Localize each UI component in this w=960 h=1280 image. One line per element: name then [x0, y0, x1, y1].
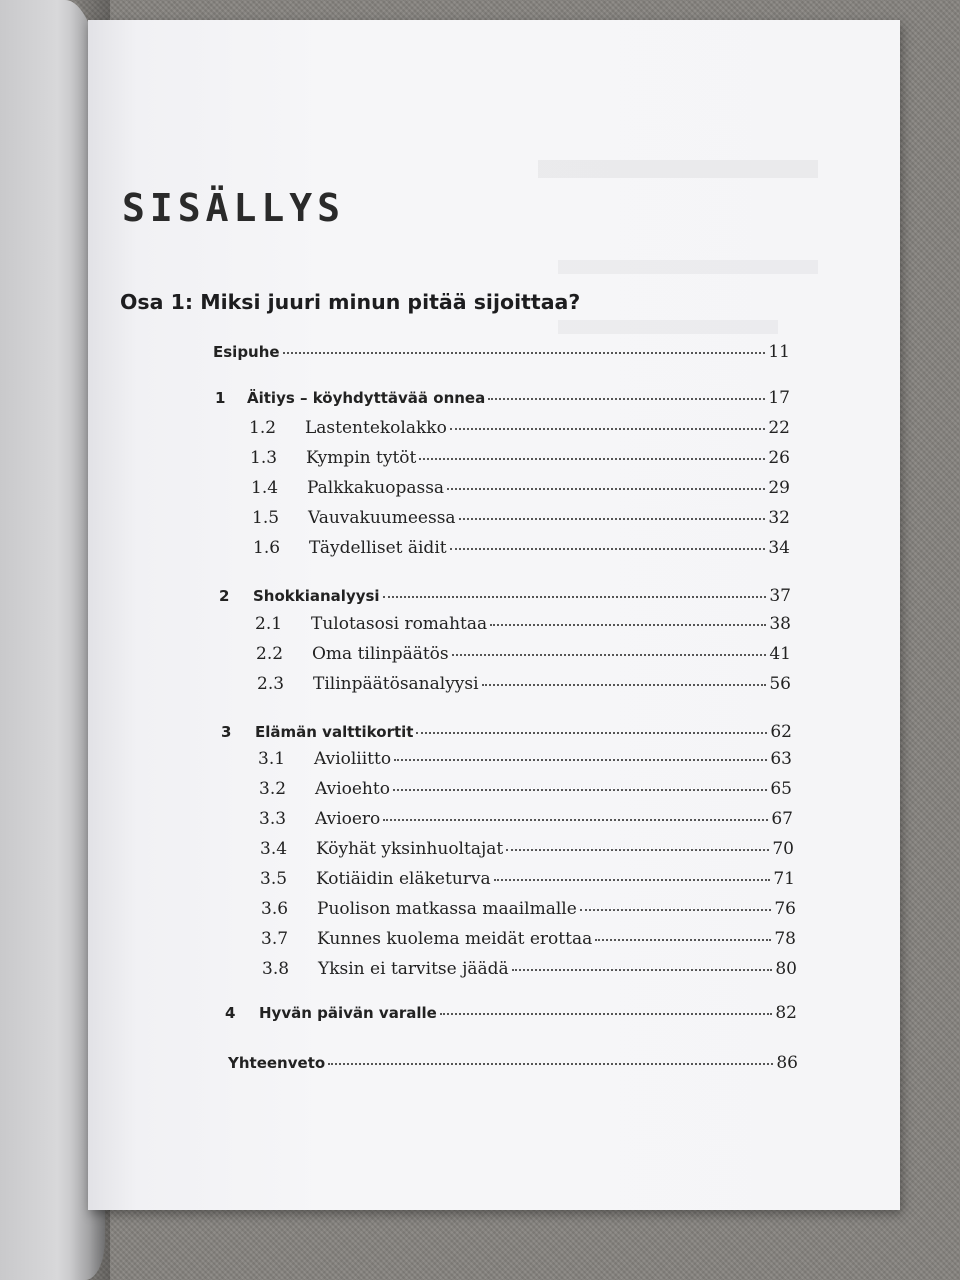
toc-entry-number: 2.2 [256, 644, 284, 664]
toc-entry [252, 508, 790, 528]
dot-leader [328, 1063, 773, 1065]
toc-entry-number: 3.4 [260, 839, 288, 859]
toc-entry-page-number: 26 [768, 448, 790, 468]
toc-entry-number: 3 [221, 723, 232, 741]
dot-leader [383, 819, 768, 821]
toc-entry-number: 2 [219, 587, 230, 605]
toc-entry [250, 448, 790, 468]
toc-entry [221, 722, 792, 742]
toc-entry-title: Kotiäidin eläketurva [316, 869, 491, 889]
toc-entry-page-number: 65 [770, 779, 792, 799]
toc-entry-number: 2.1 [255, 614, 283, 634]
toc-entry-title: Äitiys – köyhdyttävää onnea [247, 389, 486, 407]
toc-entry [261, 899, 796, 919]
dot-leader [459, 518, 766, 520]
toc-entry-page-number: 37 [769, 586, 791, 606]
toc-entry-number: 4 [225, 1004, 236, 1022]
dot-leader [452, 654, 767, 656]
toc-entry-page-number: 86 [776, 1053, 798, 1073]
toc-entry-page-number: 17 [768, 388, 790, 408]
toc-entry [228, 1053, 798, 1073]
toc-entry-page-number: 71 [773, 869, 795, 889]
toc-entry-number: 3.3 [259, 809, 287, 829]
toc-entry-number: 3.5 [260, 869, 288, 889]
toc-entry [225, 1003, 797, 1023]
toc-entry-title: Vauvakuumeessa [308, 508, 456, 528]
toc-entry [219, 586, 791, 606]
toc-entry-number: 3.1 [258, 749, 286, 769]
toc-entry-number: 3.2 [259, 779, 287, 799]
toc-entry-page-number: 29 [768, 478, 790, 498]
toc-entry-page-number: 56 [769, 674, 791, 694]
dot-leader [494, 879, 771, 881]
toc-entry-title: Shokkianalyysi [253, 587, 380, 605]
toc-entry-page-number: 38 [769, 614, 791, 634]
dot-leader [580, 909, 772, 911]
toc-entry [257, 674, 791, 694]
toc-entry-page-number: 67 [771, 809, 793, 829]
toc-entry-page-number: 63 [770, 749, 792, 769]
toc-entry-title: Lastentekolakko [305, 418, 447, 438]
dot-leader [383, 596, 767, 598]
dot-leader [506, 849, 769, 851]
toc-entry-number: 2.3 [257, 674, 285, 694]
toc-entry [259, 779, 792, 799]
toc-entry [213, 342, 790, 362]
toc-entry-page-number: 78 [774, 929, 796, 949]
dot-leader [283, 352, 766, 354]
toc-entry-title: Köyhät yksinhuoltajat [316, 839, 504, 859]
toc-entry-title: Tulotasosi romahtaa [311, 614, 488, 634]
toc-entry-number: 3.8 [262, 959, 290, 979]
toc-entry-number: 3.7 [261, 929, 289, 949]
toc-entry [251, 478, 790, 498]
toc-entry-title: Kunnes kuolema meidät erottaa [317, 929, 593, 949]
toc-entry [249, 418, 790, 438]
toc-entry-number: 1.4 [251, 478, 279, 498]
toc-entry-title: Kympin tytöt [306, 448, 417, 468]
toc-entry [260, 869, 795, 889]
toc-entry-title: Oma tilinpäätös [312, 644, 449, 664]
toc-entry-page-number: 70 [772, 839, 794, 859]
toc-entry-title: Palkkakuopassa [307, 478, 445, 498]
dot-leader [416, 732, 767, 734]
toc-entry-title: Yhteenveto [228, 1054, 326, 1072]
dot-leader [393, 789, 767, 791]
toc-entry [262, 959, 797, 979]
dot-leader [450, 548, 766, 550]
toc-entry-number: 1.5 [252, 508, 280, 528]
toc-entry [261, 929, 796, 949]
bleed-through-shading [558, 320, 778, 334]
toc-entry-page-number: 80 [775, 959, 797, 979]
part-heading: Osa 1: Miksi juuri minun pitää sijoittaa? [120, 290, 581, 314]
dot-leader [450, 428, 766, 430]
toc-entry-title: Avioehto [315, 779, 390, 799]
toc-entry-page-number: 82 [775, 1003, 797, 1023]
toc-entry-title: Tilinpäätösanalyysi [313, 674, 479, 694]
toc-entry-number: 3.6 [261, 899, 289, 919]
dot-leader [419, 458, 765, 460]
toc-entry-title: Hyvän päivän varalle [259, 1004, 437, 1022]
toc-entry [255, 614, 791, 634]
toc-entry-page-number: 62 [770, 722, 792, 742]
toc-entry [256, 644, 791, 664]
toc-entry-title: Avioliitto [314, 749, 392, 769]
toc-title: SISÄLLYS [122, 186, 346, 230]
toc-entry [258, 749, 792, 769]
toc-entry-number: 1.2 [249, 418, 277, 438]
toc-entry-page-number: 41 [769, 644, 791, 664]
dot-leader [490, 624, 766, 626]
toc-entry [259, 809, 793, 829]
toc-entry-title: Esipuhe [213, 343, 280, 361]
dot-leader [595, 939, 771, 941]
toc-entry-page-number: 76 [774, 899, 796, 919]
toc-entry-page-number: 11 [768, 342, 790, 362]
toc-entry [260, 839, 794, 859]
toc-entry-title: Täydelliset äidit [309, 538, 447, 558]
toc-entry-page-number: 34 [768, 538, 790, 558]
bleed-through-shading [558, 260, 818, 274]
toc-entry [253, 538, 790, 558]
dot-leader [512, 969, 773, 971]
dot-leader [447, 488, 765, 490]
dot-leader [488, 398, 765, 400]
toc-entry-page-number: 32 [768, 508, 790, 528]
dot-leader [394, 759, 767, 761]
toc-entry [215, 388, 790, 408]
bleed-through-shading [538, 160, 818, 178]
toc-entry-title: Yksin ei tarvitse jäädä [318, 959, 509, 979]
toc-entry-number: 1.3 [250, 448, 278, 468]
toc-entry-title: Avioero [315, 809, 381, 829]
toc-entry-title: Puolison matkassa maailmalle [317, 899, 577, 919]
toc-entry-number: 1 [215, 389, 226, 407]
dot-leader [440, 1013, 773, 1015]
toc-entry-title: Elämän valttikortit [255, 723, 414, 741]
dot-leader [482, 684, 767, 686]
toc-entry-page-number: 22 [768, 418, 790, 438]
toc-entry-number: 1.6 [253, 538, 281, 558]
